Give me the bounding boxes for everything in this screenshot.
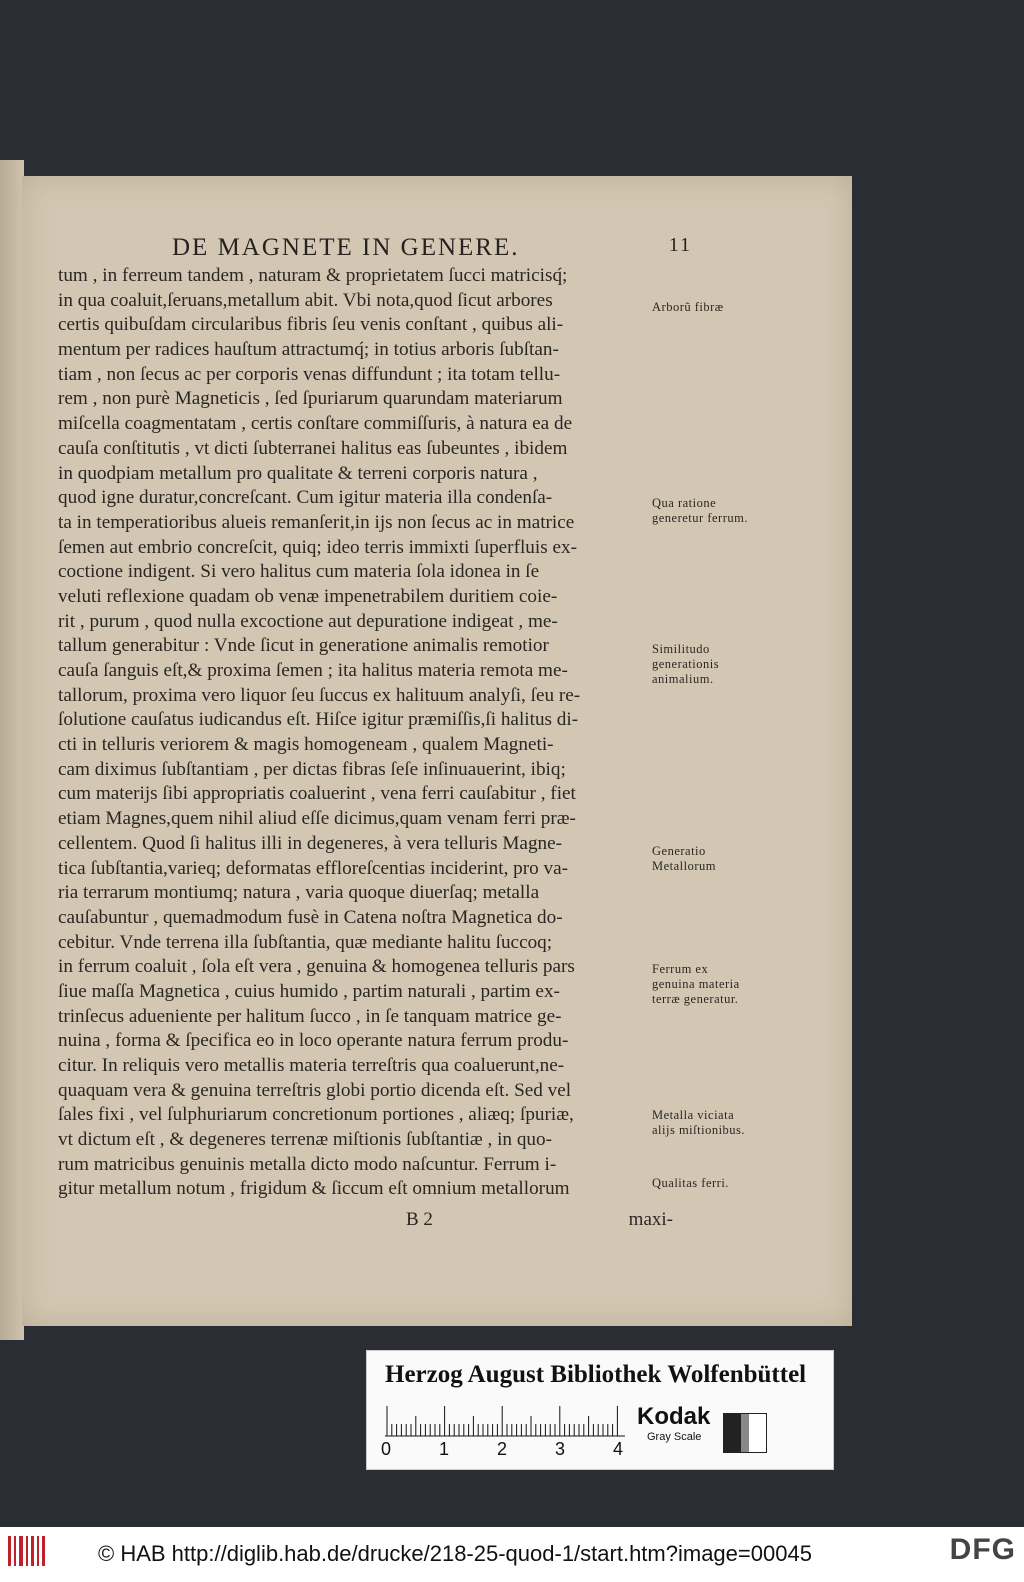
text-line: in quodpiam metallum pro qualitate & terreni corporis natura , <box>58 462 538 484</box>
margin-note: Qualitas ferri. <box>652 1176 729 1190</box>
ruler-number: 2 <box>497 1439 508 1459</box>
ruler-number: 4 <box>613 1439 624 1459</box>
page-left-edge <box>0 160 24 1340</box>
text-line: mentum per radices hauſtum attractumq́; in totius arboris ſubſtan- <box>58 339 559 361</box>
text-line: tica ſubſtantia,varieq; deformatas effloreſcentias inciderint, pro va- <box>58 857 569 879</box>
text-line: tallum generabitur : Vnde ſicut in generatione animalis remotior <box>58 635 549 657</box>
ruler-number: 3 <box>555 1439 566 1459</box>
text-line: cauſa conſtitutis , vt dicti ſubterranei halitus eas ſubeuntes , ibidem <box>58 437 568 459</box>
text-line: ta in temperatioribus alueis remanſerit,in ijs non ſecus ac in matrice <box>58 511 575 533</box>
book-page <box>22 176 852 1326</box>
text-line: ſolutione cauſatus iudicandus eſt. Hiſce igitur præmiſſis,ſi halitus di- <box>58 709 579 731</box>
folio-number: 11 <box>668 234 692 256</box>
text-line: cti in telluris veriorem & magis homogeneam , qualem Magneti- <box>58 734 554 756</box>
text-line: tiam , non ſecus ac per corporis venas diffundunt ; ita totam tellu- <box>58 363 561 385</box>
ruler-number: 1 <box>439 1439 450 1459</box>
text-line: quod igne duratur,concreſcant. Cum igitur materia illa condenſa- <box>58 487 553 509</box>
ruler-numbers <box>381 1439 641 1461</box>
text-line: rum matricibus genuinis metalla dicto modo naſcuntur. Ferrum i- <box>58 1153 557 1175</box>
text-line: cebitur. Vnde terrena illa ſubſtantia, quæ mediante halitu ſuccoq; <box>58 931 553 953</box>
text-line: ſiue maſſa Magnetica , cuius humido , partim naturali , partim ex- <box>58 980 560 1002</box>
citation-bar <box>0 1527 1024 1582</box>
margin-note: Metalla viciata alijs miſtionibus. <box>652 1108 746 1137</box>
kodak-logo: Kodak <box>637 1403 711 1430</box>
text-line: gitur metallum notum , frigidum & ſiccum eſt omnium metallorum <box>58 1178 570 1200</box>
color-target-card <box>366 1350 834 1470</box>
text-line: cauſa ſanguis eſt,& proxima ſemen ; ita halitus materia remota me- <box>58 660 568 681</box>
margin-note: Arborũ fibræ <box>652 300 724 314</box>
text-line: veluti reflexione quadam ob venæ impenetrabilem duritiem coie- <box>58 585 558 607</box>
signature-mark: B 2 <box>406 1209 433 1230</box>
text-line: citur. In reliquis vero metallis materia terreſtris qua coaluerunt,ne- <box>58 1055 565 1076</box>
citation-link[interactable]: © HAB http://diglib.hab.de/drucke/218-25-quod-1/start.htm?image=00045 <box>98 1541 812 1566</box>
margin-note: Qua ratione generetur ferrum. <box>652 496 748 525</box>
gray-swatch <box>723 1413 767 1453</box>
ruler-scale <box>385 1403 625 1437</box>
text-line: rem , non purè Magneticis , ſed ſpuriarum quarundam materiarum <box>58 388 563 410</box>
body-text <box>58 264 673 1202</box>
text-line: ria terrarum montiumq; natura , varia quoque diuerſaq; metalla <box>58 882 540 904</box>
text-line: ſales fixi , vel ſulphuriarum concretionum portiones , aliæq; ſpuriæ, <box>58 1104 574 1126</box>
header-title: DE MAGNETE IN GENERE. <box>172 234 520 261</box>
text-line: coctione indigent. Si vero halitus cum materia ſola idonea in ſe <box>58 561 540 583</box>
text-line: rit , purum , quod nulla excoctione aut depuratione indigeat , me- <box>58 610 558 632</box>
page-footer <box>58 1209 673 1237</box>
catchword: maxi- <box>628 1209 673 1230</box>
hab-barcode-icon <box>6 1534 48 1568</box>
margin-note: Similitudo generationis animalium. <box>652 642 720 686</box>
text-line: cum materijs ſibi appropriatis coaluerint , vena ferri cauſabitur , fiet <box>58 783 576 805</box>
dfg-logo: DFG <box>949 1533 1016 1566</box>
text-line: quaquam vera & genuina terreſtris globi portio dicenda eſt. Sed vel <box>58 1079 572 1101</box>
text-line: vt dictum eſt , & degeneres terrenæ miſtionis ſubſtantiæ , in quo- <box>58 1129 552 1151</box>
text-line: trinſecus adueniente per halitum ſucco , in ſe tanquam matrice ge- <box>58 1005 562 1027</box>
text-line: cauſabuntur , quemadmodum fusè in Catena noſtra Magnetica do- <box>58 906 563 928</box>
text-line: cam diximus ſubſtantiam , per dictas fibras ſeſe inſinuauerint, ibiq; <box>58 758 566 780</box>
text-line: miſcella coagmentatam , certis conſtare commiſſuris, à natura ea de <box>58 413 573 435</box>
card-title: Herzog August Bibliothek Wolfenbüttel <box>385 1361 807 1388</box>
ruler-number: 0 <box>381 1439 392 1459</box>
text-line: certis quibuſdam circularibus fibris ſeu venis conſtant , quibus ali- <box>58 314 564 336</box>
text-line: nuina , forma & ſpecifica eo in loco operante natura ferrum produ- <box>58 1030 569 1052</box>
grayscale-label: Gray Scale <box>647 1431 702 1443</box>
text-line: tum , in ferreum tandem , naturam & proprietatem ſucci matricisq́; <box>58 265 568 286</box>
text-line: ſemen aut embrio concreſcit, quiq; ideo terris immixti ſuperfluis ex- <box>58 536 577 558</box>
text-line: in qua coaluit,ſeruans,metallum abit. Vbi nota,quod ſicut arbores <box>58 289 553 311</box>
text-line: in ferrum coaluit , ſola eſt vera , genuina & homogenea telluris pars <box>58 956 575 978</box>
text-line: etiam Magnes,quem nihil aliud eſſe dicimus,quam venam ferri præ- <box>58 808 576 830</box>
text-line: tallorum, proxima vero liquor ſeu ſuccus ex halituum analyſi, ſeu re- <box>58 684 581 706</box>
running-header <box>172 234 692 262</box>
text-line: cellentem. Quod ſi halitus illi in degeneres, à vera telluris Magne- <box>58 832 563 854</box>
margin-note: Generatio Metallorum <box>652 844 717 873</box>
margin-note: Ferrum ex genuina materia terræ generatur. <box>652 962 740 1006</box>
